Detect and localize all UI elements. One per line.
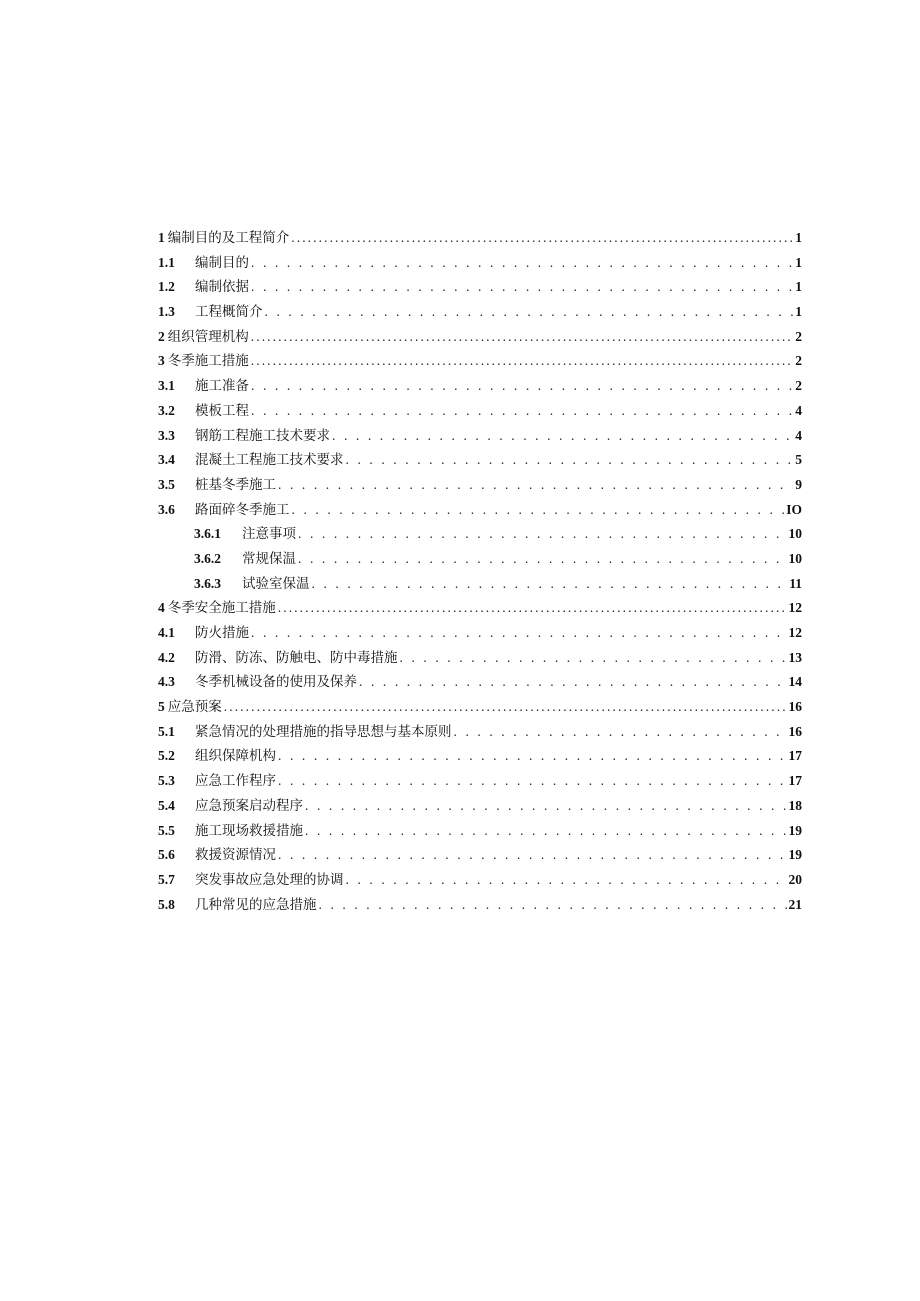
toc-entry[interactable]: [158, 226, 802, 251]
toc-entry[interactable]: [158, 424, 802, 449]
toc-section-title: 编制目的及工程简介: [167, 230, 290, 246]
toc-section-title: 试验室保温: [242, 575, 310, 592]
toc-section-title: 常规保温: [242, 550, 296, 567]
toc-section-title: 施工准备: [195, 378, 249, 395]
toc-leader-dots: [251, 374, 793, 399]
toc-section-title: 应急预案启动程序: [195, 797, 303, 814]
toc-section-number: 5.8: [158, 896, 175, 912]
toc-entry[interactable]: [158, 893, 802, 918]
toc-leader-dots: [400, 646, 787, 671]
toc-section-number: 3.6.3: [194, 575, 221, 591]
toc-entry[interactable]: [158, 325, 802, 350]
toc-entry[interactable]: [158, 843, 802, 868]
toc-page-number: 17: [788, 773, 802, 789]
toc-leader-dots: [265, 300, 794, 325]
toc-page-number: 1: [795, 230, 802, 245]
toc-leader-dots: [251, 325, 794, 350]
toc-section-title: 几种常见的应急措施: [195, 896, 317, 913]
toc-section-title: 组织保障机构: [195, 748, 276, 765]
toc-entry[interactable]: [158, 251, 802, 276]
toc-leader-dots: [298, 522, 787, 547]
toc-entry[interactable]: [158, 596, 802, 621]
toc-section-title: 注意事项: [242, 526, 296, 543]
toc-leader-dots: [305, 819, 787, 844]
toc-entry[interactable]: [158, 646, 802, 671]
toc-section-title: 路面碎冬季施工: [195, 501, 290, 518]
toc-section-number: 5.5: [158, 822, 175, 838]
toc-entry[interactable]: [158, 349, 802, 374]
toc-page-number: 17: [788, 748, 802, 764]
toc-leader-dots: [359, 670, 787, 695]
toc-leader-dots: [251, 275, 793, 300]
toc-page-number: IO: [786, 501, 802, 517]
toc-section-title: 冬季机械设备的使用及保养: [195, 674, 357, 691]
toc-page-number: 5: [795, 452, 802, 468]
toc-page-number: 2: [795, 328, 802, 344]
toc-leader-dots: [278, 843, 787, 868]
toc-section-number: 1.3: [158, 304, 175, 320]
toc-section-number: 5.4: [158, 797, 175, 813]
toc-section-title: 施工现场救援措施: [195, 822, 303, 839]
toc-section-title: 防火措施: [195, 625, 249, 641]
toc-entry[interactable]: [158, 399, 802, 424]
toc-leader-dots: [292, 498, 785, 523]
toc-section-title: 混凝土工程施工技术要求: [195, 452, 344, 469]
toc-section-title: 救援资源情况: [195, 847, 276, 864]
toc-leader-dots: [251, 621, 787, 646]
toc-section-number: 1.2: [158, 279, 175, 295]
toc-section-title: 防滑、防冻、防触电、防中毒措施: [195, 649, 398, 666]
toc-section-title: 突发事故应急处理的协调: [195, 871, 344, 888]
toc-leader-dots: [319, 893, 787, 918]
toc-section-number: 2: [158, 328, 165, 344]
toc-section-number: 4: [158, 600, 165, 616]
toc-leader-dots: [346, 448, 794, 473]
toc-page-number: 10: [788, 550, 802, 566]
toc-section-number: 5.6: [158, 847, 175, 863]
toc-leader-dots: [332, 424, 793, 449]
toc-entry[interactable]: [158, 448, 802, 473]
toc-page-number: 11: [789, 575, 802, 591]
toc-section-title: 编制目的: [195, 254, 249, 271]
toc-page-number: 4: [795, 402, 802, 418]
toc-page-number: 10: [788, 526, 802, 542]
toc-page-number: 1: [795, 279, 802, 295]
toc-entry[interactable]: [158, 819, 802, 844]
toc-page-number: 1: [795, 304, 802, 320]
toc-page-number: 2: [795, 378, 802, 394]
toc-section-number: 1: [158, 230, 165, 245]
toc-section-number: 4.3: [158, 674, 175, 690]
toc-section-title: 应急预案: [167, 699, 222, 716]
toc-page-number: 18: [788, 797, 802, 813]
toc-leader-dots: [305, 794, 787, 819]
toc-leader-dots: [278, 596, 787, 621]
toc-section-number: 3.2: [158, 402, 175, 418]
toc-page-number: 13: [788, 649, 802, 665]
toc-leader-dots: [454, 720, 787, 745]
toc-section-title: 冬季施工措施: [167, 353, 249, 370]
toc-page-number: 14: [788, 674, 802, 690]
toc-section-number: 5.1: [158, 723, 175, 739]
toc-leader-dots: [251, 399, 793, 424]
toc-section-number: 3: [158, 353, 165, 369]
toc-page-number: 9: [795, 476, 802, 492]
toc-entry[interactable]: [158, 522, 802, 547]
toc-section-title: 应急工作程序: [195, 773, 276, 790]
toc-page-number: 12: [788, 625, 802, 640]
toc-entry[interactable]: [158, 473, 802, 498]
toc-entry[interactable]: [158, 794, 802, 819]
toc-section-number: 5.2: [158, 748, 175, 764]
toc-entry[interactable]: [158, 868, 802, 893]
toc-section-number: 3.1: [158, 378, 175, 394]
table-of-contents: [158, 226, 802, 917]
toc-entry[interactable]: [158, 695, 802, 720]
toc-section-number: 5: [158, 699, 165, 715]
toc-leader-dots: [298, 547, 787, 572]
toc-page-number: 16: [788, 723, 802, 739]
toc-page-number: 20: [788, 871, 802, 887]
toc-leader-dots: [278, 769, 787, 794]
toc-entry[interactable]: [158, 572, 802, 597]
toc-page-number: 2: [795, 353, 802, 369]
toc-page-number: 4: [795, 427, 802, 443]
toc-leader-dots: [251, 251, 793, 276]
toc-leader-dots: [251, 349, 794, 374]
toc-leader-dots: [346, 868, 787, 893]
toc-page-number: 16: [788, 699, 802, 715]
toc-section-number: 5.3: [158, 773, 175, 789]
toc-entry[interactable]: [158, 275, 802, 300]
toc-entry[interactable]: [158, 498, 802, 523]
toc-section-title: 桩基冬季施工: [195, 476, 276, 493]
toc-entry[interactable]: [158, 374, 802, 399]
toc-entry[interactable]: [158, 720, 802, 745]
toc-entry[interactable]: [158, 769, 802, 794]
toc-section-number: 3.6.1: [194, 526, 221, 542]
toc-section-title: 冬季安全施工措施: [167, 600, 276, 617]
toc-section-number: 4.1: [158, 625, 175, 640]
toc-leader-dots: [224, 695, 787, 720]
toc-entry[interactable]: [158, 744, 802, 769]
toc-section-title: 组织管理机构: [167, 328, 249, 345]
toc-section-title: 钢筋工程施工技术要求: [195, 427, 330, 444]
toc-section-title: 编制依据: [195, 279, 249, 296]
toc-section-number: 5.7: [158, 871, 175, 887]
toc-page-number: 19: [788, 847, 802, 863]
toc-leader-dots: [291, 226, 793, 251]
toc-section-title: 紧急情况的处理措施的指导思想与基本原则: [195, 723, 452, 740]
toc-page-number: 21: [788, 896, 802, 912]
toc-entry[interactable]: [158, 621, 802, 646]
toc-section-number: 3.6.2: [194, 550, 221, 566]
toc-section-number: 4.2: [158, 649, 175, 665]
toc-page-number: 19: [788, 822, 802, 838]
toc-entry[interactable]: [158, 300, 802, 325]
toc-page-number: 12: [788, 600, 802, 616]
toc-leader-dots: [312, 572, 788, 597]
toc-leader-dots: [278, 473, 793, 498]
toc-section-number: 3.5: [158, 476, 175, 492]
toc-leader-dots: [278, 744, 787, 769]
toc-page-number: 1: [795, 254, 802, 270]
toc-section-number: 1.1: [158, 254, 175, 270]
toc-entry[interactable]: [158, 670, 802, 695]
toc-section-number: 3.3: [158, 427, 175, 443]
toc-section-number: 3.4: [158, 452, 175, 468]
toc-section-number: 3.6: [158, 501, 175, 517]
toc-section-title: 工程概简介: [195, 304, 263, 321]
toc-section-title: 模板工程: [195, 402, 249, 419]
toc-entry[interactable]: [158, 547, 802, 572]
